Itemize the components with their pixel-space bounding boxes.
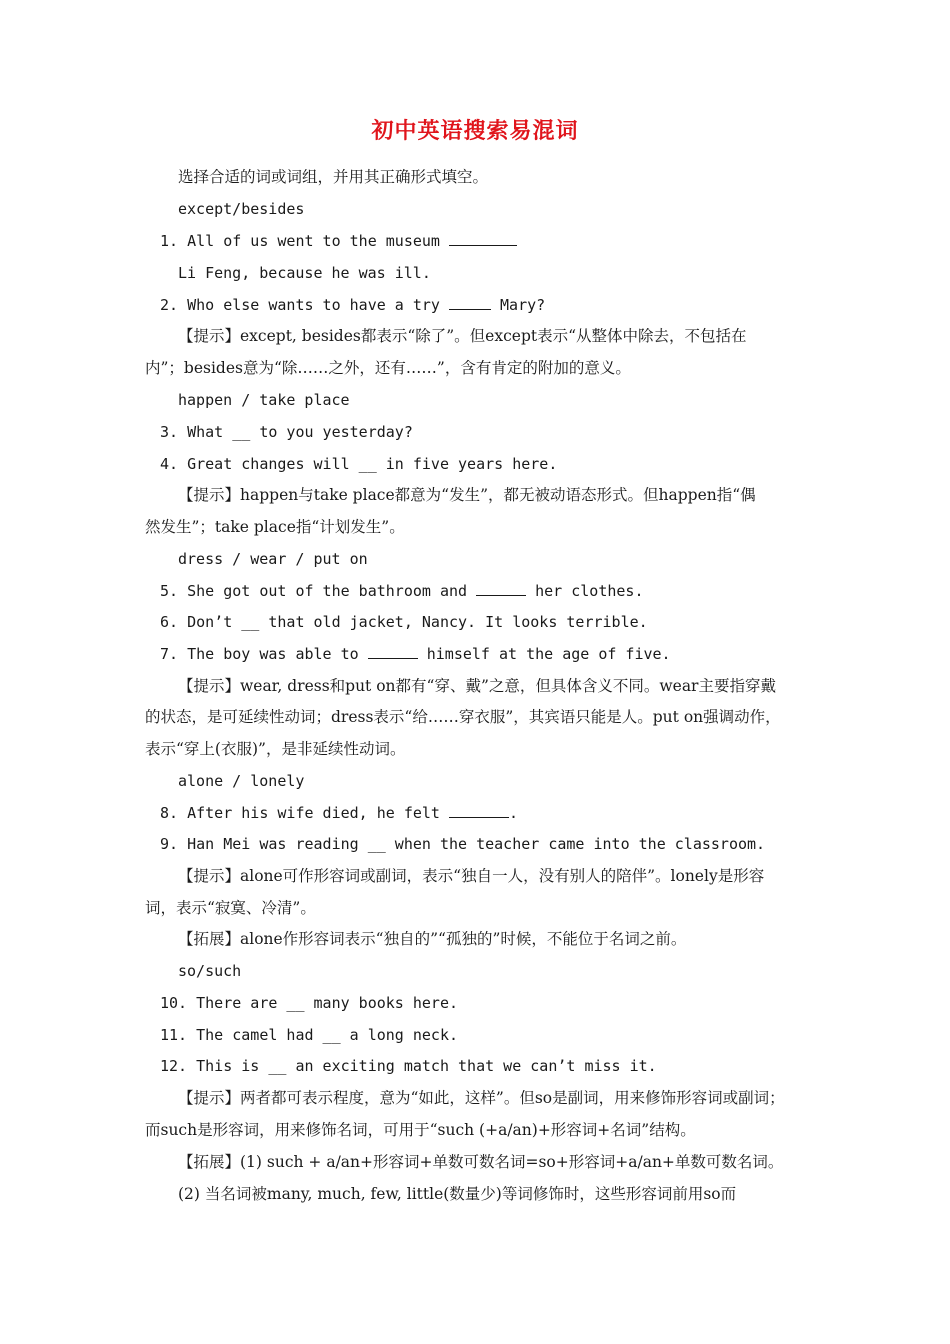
question-1-text: 1. All of us went to the museum bbox=[160, 232, 440, 250]
question-5-text-end: her clothes. bbox=[535, 582, 644, 600]
question-3: 3. What __ to you yesterday? bbox=[160, 423, 413, 441]
tip-3-line-2: 的状态，是可延续性动词；dress表示“给……穿衣服”，其宾语只能是人。put on强调动作， bbox=[145, 708, 781, 726]
question-8 bbox=[160, 802, 830, 824]
page-title: 初中英语搜索易混词 bbox=[371, 119, 579, 144]
group-heading-happen-take-place: happen / take place bbox=[178, 391, 350, 409]
question-9: 9. Han Mei was reading __ when the teacher came into the classroom. bbox=[160, 835, 766, 853]
question-2-text: 2. Who else wants to have a try bbox=[160, 296, 440, 314]
question-7-text: 7. The boy was able to bbox=[160, 645, 359, 663]
answer-blank bbox=[449, 803, 509, 818]
tip-3-line-3: 表示“穿上(衣服)”，是非延续性动词。 bbox=[145, 740, 406, 758]
group-heading-so-such: so/such bbox=[178, 962, 242, 980]
question-12: 12. This is __ an exciting match that we can’t miss it. bbox=[160, 1057, 657, 1075]
tip-1-line-1: 【提示】except, besides都表示“除了”。但except表示“从整体中除去，不包括在 bbox=[178, 327, 747, 345]
answer-blank bbox=[449, 295, 491, 310]
question-11: 11. The camel had __ a long neck. bbox=[160, 1026, 459, 1044]
question-5 bbox=[160, 580, 830, 602]
question-7 bbox=[160, 643, 830, 665]
tip-5-line-1: 【提示】两者都可表示程度，意为“如此，这样”。但so是副词，用来修饰形容词或副词； bbox=[178, 1089, 785, 1107]
question-8-text: 8. After his wife died, he felt bbox=[160, 804, 440, 822]
extension-5-item-1: 【拓展】(1) such + a/an+形容词+单数可数名词=so+形容词+a/an+单数可数名词。 bbox=[178, 1153, 784, 1171]
question-6: 6. Don’t __ that old jacket, Nancy. It looks terrible. bbox=[160, 613, 648, 631]
question-7-text-end: himself at the age of five. bbox=[426, 645, 671, 663]
tip-1-line-2: 内”；besides意为“除……之外，还有……”，含有肯定的附加的意义。 bbox=[145, 359, 631, 377]
question-4: 4. Great changes will __ in five years here. bbox=[160, 455, 558, 473]
tip-2-line-2: 然发生”；take place指“计划发生”。 bbox=[145, 518, 405, 536]
extension-5-item-2: (2) 当名词被many, much, few, little(数量少)等词修饰时，这些形容词前用so而 bbox=[178, 1185, 737, 1203]
tip-3-line-1: 【提示】wear, dress和put on都有“穿、戴”之意，但具体含义不同。wear主要指穿戴 bbox=[178, 677, 776, 695]
question-1-continued: Li Feng, because he was ill. bbox=[178, 264, 431, 282]
question-2-text-end: Mary? bbox=[500, 296, 546, 314]
answer-blank bbox=[476, 581, 526, 596]
answer-blank bbox=[368, 644, 418, 659]
question-5-text: 5. She got out of the bathroom and bbox=[160, 582, 468, 600]
question-8-text-end: . bbox=[509, 804, 519, 822]
extension-4: 【拓展】alone作形容词表示“独自的”“孤独的”时候，不能位于名词之前。 bbox=[178, 930, 687, 948]
instruction-text: 选择合适的词或词组，并用其正确形式填空。 bbox=[178, 168, 489, 186]
group-heading-alone-lonely: alone / lonely bbox=[178, 772, 305, 790]
tip-4-line-1: 【提示】alone可作形容词或副词，表示“独自一人，没有别人的陪伴”。lonely是形容 bbox=[178, 867, 765, 885]
tip-2-line-1: 【提示】happen与take place都意为“发生”，都无被动语态形式。但happen指“偶 bbox=[178, 486, 756, 504]
tip-4-line-2: 词，表示“寂寞、冷清”。 bbox=[145, 899, 316, 917]
tip-5-line-2: 而such是形容词，用来修饰名词，可用于“such (+a/an)+形容词+名词”结构。 bbox=[145, 1121, 696, 1139]
group-heading-dress-wear-put-on: dress / wear / put on bbox=[178, 550, 368, 568]
group-heading-except-besides: except/besides bbox=[178, 200, 305, 218]
question-1 bbox=[160, 230, 830, 252]
question-2 bbox=[160, 294, 830, 316]
answer-blank bbox=[449, 231, 517, 246]
question-10: 10. There are __ many books here. bbox=[160, 994, 459, 1012]
